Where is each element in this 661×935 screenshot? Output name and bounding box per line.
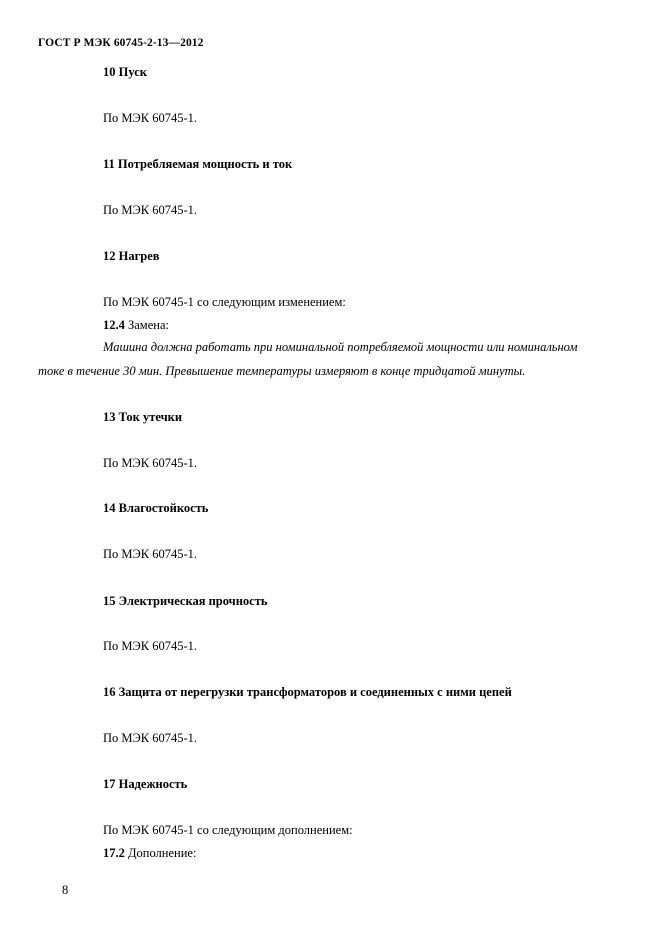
section-heading-11: 11 Потребляемая мощность и ток [103, 157, 293, 171]
clause-12-4-number: 12.4 [103, 318, 125, 332]
section-text-16: По МЭК 60745-1. [103, 731, 198, 745]
clause-12-4-text-line1: Машина должна работать при номинальной потребляемой мощности или номинальном [103, 340, 578, 354]
section-heading-10: 10 Пуск [103, 65, 147, 79]
section-heading-12: 12 Нагрев [103, 249, 160, 263]
clause-17-2-number: 17.2 [103, 846, 125, 860]
clause-12-4-text-line2: токе в течение 30 мин. Превышение температуры измеряют в конце тридцатой минуты. [38, 364, 526, 378]
section-text-17: По МЭК 60745-1 со следующим дополнением: [103, 823, 353, 837]
clause-12-4-label: Замена: [128, 318, 169, 332]
document-header: ГОСТ Р МЭК 60745-2-13—2012 [38, 37, 204, 49]
section-text-10: По МЭК 60745-1. [103, 111, 198, 125]
section-heading-15: 15 Электрическая прочность [103, 594, 268, 608]
clause-17-2 [103, 847, 196, 860]
clause-12-4 [103, 319, 169, 332]
clause-17-2-label: Дополнение: [128, 846, 197, 860]
section-text-12: По МЭК 60745-1 со следующим изменением: [103, 295, 346, 309]
section-heading-17: 17 Надежность [103, 777, 188, 791]
section-text-15: По МЭК 60745-1. [103, 639, 198, 653]
section-text-14: По МЭК 60745-1. [103, 547, 198, 561]
section-heading-16: 16 Защита от перегрузки трансформаторов и соединенных с ними цепей [103, 685, 512, 699]
section-heading-14: 14 Влагостойкость [103, 501, 209, 515]
section-heading-13: 13 Ток утечки [103, 410, 183, 424]
section-text-11: По МЭК 60745-1. [103, 203, 198, 217]
section-text-13: По МЭК 60745-1. [103, 456, 198, 470]
page-number: 8 [62, 883, 69, 897]
